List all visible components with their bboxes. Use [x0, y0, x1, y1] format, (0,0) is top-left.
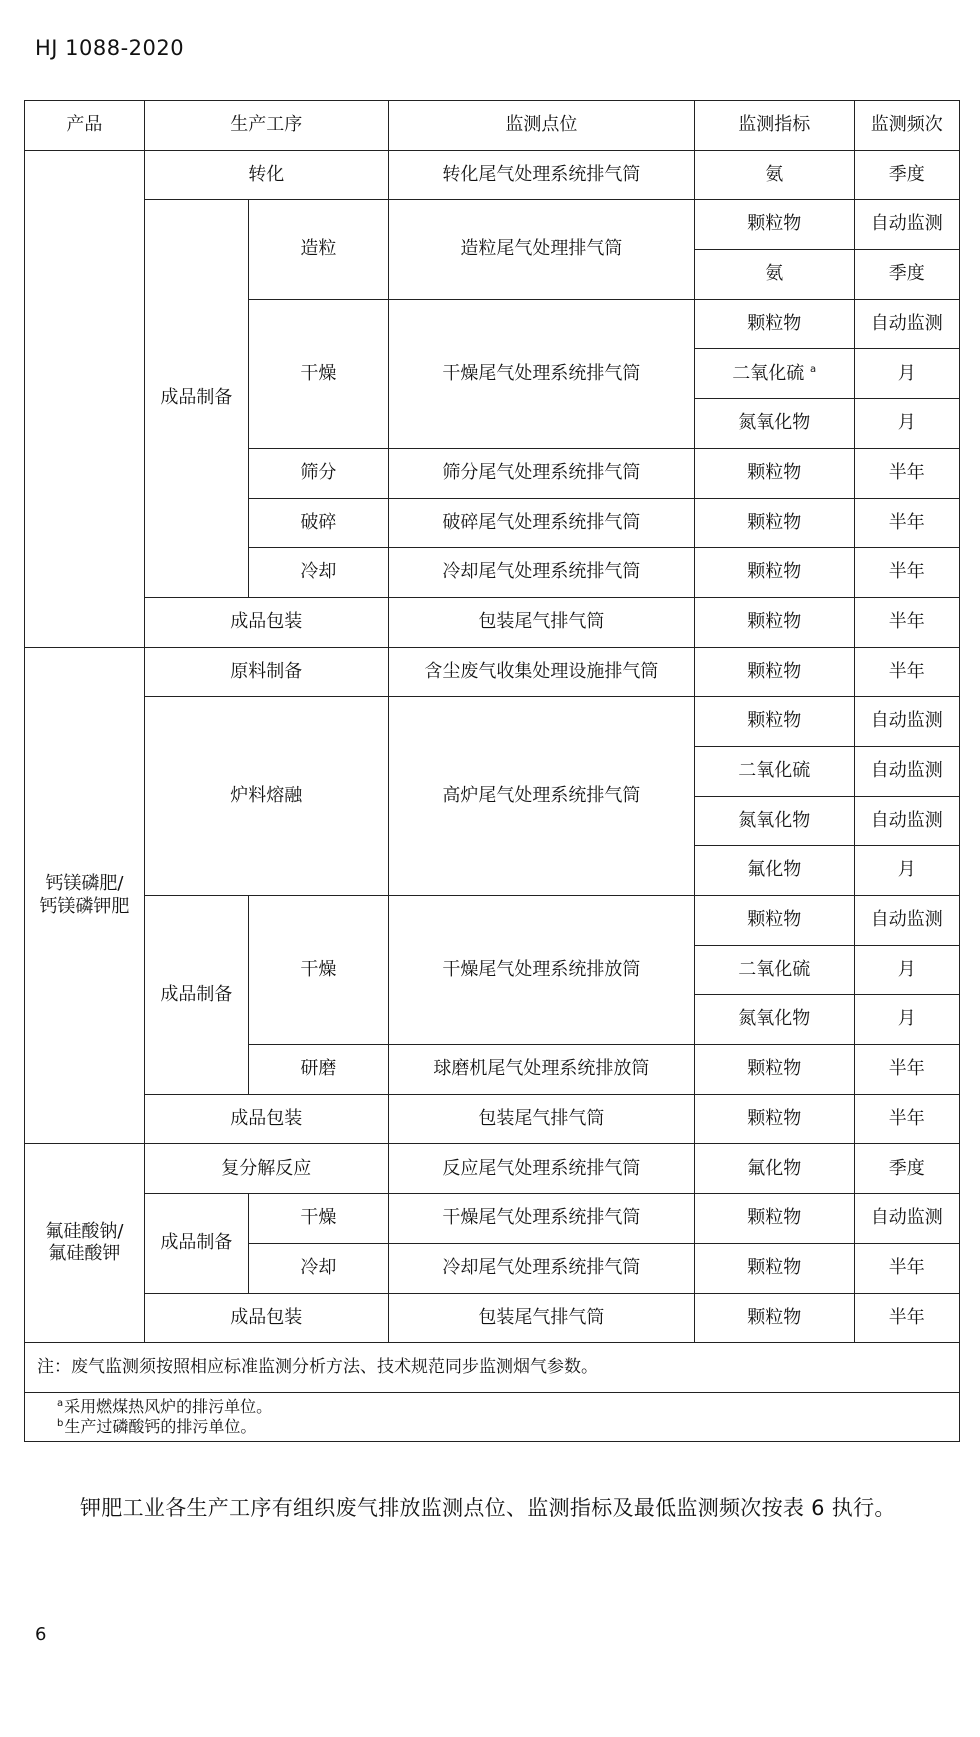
process-cell: 复分解反应	[144, 1144, 388, 1194]
col-header-process: 生产工序	[144, 101, 388, 151]
point-cell: 含尘废气收集处理设施排气筒	[388, 647, 694, 697]
indicator-cell: 颗粒物	[694, 1045, 854, 1095]
table-row	[25, 1144, 960, 1194]
point-cell: 冷却尾气处理系统排气筒	[388, 548, 694, 598]
table-footnotes	[25, 1392, 960, 1441]
page-number: 6	[35, 1624, 47, 1645]
table-note: 注：废气监测须按照相应标准监测分析方法、技术规范同步监测烟气参数。	[25, 1343, 960, 1393]
col-header-product: 产品	[25, 101, 145, 151]
indicator-cell: 氨	[694, 250, 854, 300]
subprocess-cell: 干燥	[249, 1194, 389, 1244]
indicator-cell: 颗粒物	[694, 1243, 854, 1293]
frequency-cell: 自动监测	[854, 697, 959, 747]
col-header-indicator: 监测指标	[694, 101, 854, 151]
frequency-cell: 半年	[854, 647, 959, 697]
footnote-text: 生产过磷酸钙的排污单位。	[64, 1416, 257, 1436]
point-cell: 筛分尾气处理系统排气筒	[388, 448, 694, 498]
point-cell: 干燥尾气处理系统排气筒	[388, 1194, 694, 1244]
table-row	[25, 896, 960, 946]
indicator-cell: 氮氧化物	[694, 796, 854, 846]
product-line: 钙镁磷钾肥	[39, 895, 130, 917]
frequency-cell: 月	[854, 349, 959, 399]
table-row	[25, 1094, 960, 1144]
indicator-cell: 颗粒物	[694, 1293, 854, 1343]
frequency-cell: 自动监测	[854, 896, 959, 946]
table-row	[25, 1293, 960, 1343]
process-cell: 炉料熔融	[144, 697, 388, 896]
note-row	[25, 1343, 960, 1393]
frequency-cell: 自动监测	[854, 299, 959, 349]
product-cell	[25, 647, 145, 1144]
subprocess-cell: 造粒	[249, 200, 389, 299]
indicator-cell: 颗粒物	[694, 200, 854, 250]
document-code: HJ 1088-2020	[35, 36, 185, 60]
indicator-cell	[694, 349, 854, 399]
process-group-cell: 成品制备	[144, 896, 248, 1095]
body-paragraph: 钾肥工业各生产工序有组织废气排放监测点位、监测指标及最低监测频次按表 6 执行。	[80, 1496, 896, 1520]
footnote-b	[57, 1417, 959, 1437]
table-row	[25, 200, 960, 250]
point-cell: 造粒尾气处理排气筒	[388, 200, 694, 299]
indicator-cell: 颗粒物	[694, 896, 854, 946]
subprocess-cell: 干燥	[249, 299, 389, 448]
indicator-cell: 颗粒物	[694, 1194, 854, 1244]
process-cell: 转化	[144, 150, 388, 200]
process-cell: 原料制备	[144, 647, 388, 697]
point-cell: 转化尾气处理系统排气筒	[388, 150, 694, 200]
indicator-cell: 氮氧化物	[694, 399, 854, 449]
product-line: 氟硅酸钠/	[45, 1220, 124, 1242]
frequency-cell: 自动监测	[854, 1194, 959, 1244]
point-cell: 反应尾气处理系统排气筒	[388, 1144, 694, 1194]
frequency-cell: 半年	[854, 448, 959, 498]
footnote-row	[25, 1392, 960, 1441]
subprocess-cell: 干燥	[249, 896, 389, 1045]
indicator-cell: 氨	[694, 150, 854, 200]
footnote-mark: b	[57, 1417, 64, 1429]
process-group-cell: 成品制备	[144, 200, 248, 598]
product-line: 氟硅酸钾	[48, 1243, 121, 1265]
table-row	[25, 697, 960, 747]
point-cell: 破碎尾气处理系统排气筒	[388, 498, 694, 548]
process-group-cell: 成品制备	[144, 1194, 248, 1293]
frequency-cell: 半年	[854, 1243, 959, 1293]
frequency-cell: 半年	[854, 1045, 959, 1095]
indicator-cell: 颗粒物	[694, 299, 854, 349]
table-row	[25, 647, 960, 697]
process-cell: 成品包装	[144, 1094, 388, 1144]
frequency-cell: 季度	[854, 1144, 959, 1194]
col-header-point: 监测点位	[388, 101, 694, 151]
indicator-cell: 氟化物	[694, 846, 854, 896]
footnote-mark: a	[57, 1397, 64, 1409]
monitoring-table	[24, 100, 960, 1442]
frequency-cell: 月	[854, 399, 959, 449]
frequency-cell: 半年	[854, 498, 959, 548]
subprocess-cell: 研磨	[249, 1045, 389, 1095]
frequency-cell: 季度	[854, 250, 959, 300]
point-cell: 包装尾气排气筒	[388, 1094, 694, 1144]
point-cell: 高炉尾气处理系统排气筒	[388, 697, 694, 896]
frequency-cell: 自动监测	[854, 200, 959, 250]
indicator-cell: 颗粒物	[694, 498, 854, 548]
indicator-text: 二氧化硫	[732, 362, 805, 384]
frequency-cell: 季度	[854, 150, 959, 200]
subprocess-cell: 破碎	[249, 498, 389, 548]
indicator-cell: 二氧化硫	[694, 746, 854, 796]
footnote-text: 采用燃煤热风炉的排污单位。	[64, 1396, 273, 1416]
col-header-frequency: 监测频次	[854, 101, 959, 151]
indicator-cell: 氮氧化物	[694, 995, 854, 1045]
indicator-cell: 颗粒物	[694, 448, 854, 498]
footnote-a	[57, 1397, 959, 1417]
point-cell: 冷却尾气处理系统排气筒	[388, 1243, 694, 1293]
point-cell: 干燥尾气处理系统排放筒	[388, 896, 694, 1045]
subprocess-cell: 筛分	[249, 448, 389, 498]
table-row	[25, 150, 960, 200]
frequency-cell: 月	[854, 995, 959, 1045]
point-cell: 干燥尾气处理系统排气筒	[388, 299, 694, 448]
subprocess-cell: 冷却	[249, 1243, 389, 1293]
table-row	[25, 597, 960, 647]
frequency-cell: 半年	[854, 548, 959, 598]
frequency-cell: 半年	[854, 1293, 959, 1343]
footnote-mark: a	[810, 363, 817, 375]
frequency-cell: 半年	[854, 1094, 959, 1144]
subprocess-cell: 冷却	[249, 548, 389, 598]
indicator-cell: 颗粒物	[694, 1094, 854, 1144]
frequency-cell: 半年	[854, 597, 959, 647]
point-cell: 包装尾气排气筒	[388, 1293, 694, 1343]
frequency-cell: 自动监测	[854, 746, 959, 796]
point-cell: 球磨机尾气处理系统排放筒	[388, 1045, 694, 1095]
product-cell-blank	[25, 150, 145, 647]
product-cell	[25, 1144, 145, 1343]
point-cell: 包装尾气排气筒	[388, 597, 694, 647]
frequency-cell: 自动监测	[854, 796, 959, 846]
process-cell: 成品包装	[144, 1293, 388, 1343]
indicator-cell: 二氧化硫	[694, 945, 854, 995]
frequency-cell: 月	[854, 846, 959, 896]
frequency-cell: 月	[854, 945, 959, 995]
indicator-cell: 颗粒物	[694, 548, 854, 598]
indicator-cell: 氟化物	[694, 1144, 854, 1194]
indicator-cell: 颗粒物	[694, 597, 854, 647]
product-line: 钙镁磷肥/	[45, 873, 124, 894]
process-cell: 成品包装	[144, 597, 388, 647]
indicator-cell: 颗粒物	[694, 697, 854, 747]
table-row	[25, 1194, 960, 1244]
indicator-cell: 颗粒物	[694, 647, 854, 697]
table-header-row	[25, 101, 960, 151]
